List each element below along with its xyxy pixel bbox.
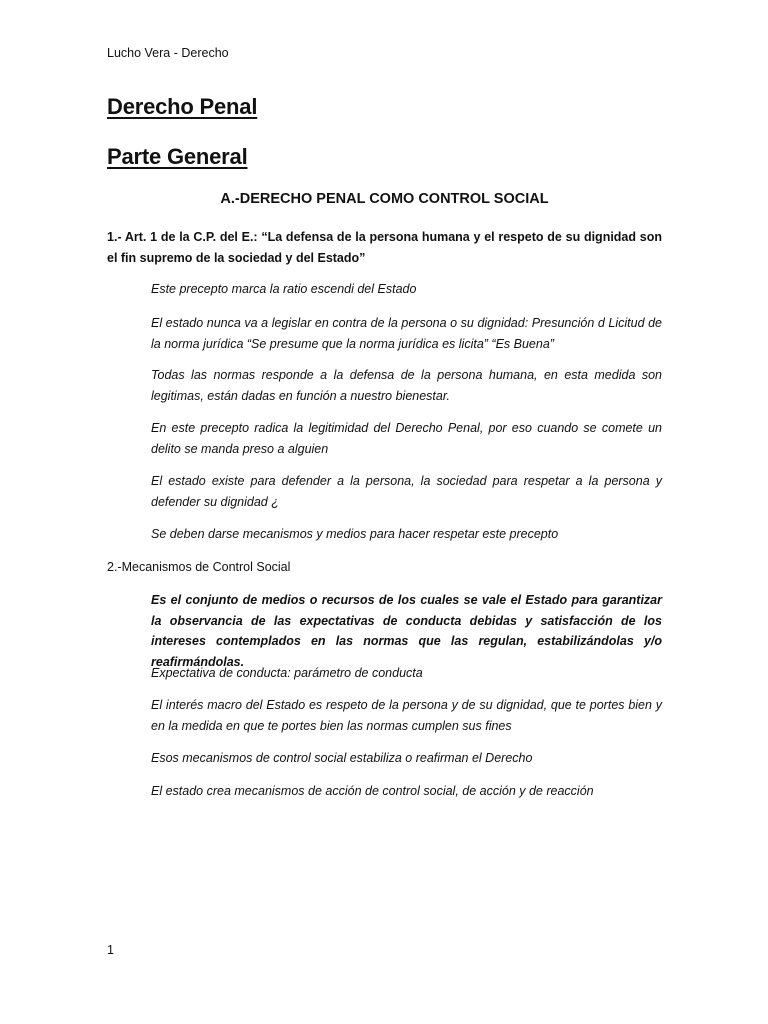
page-number: 1 [107, 943, 114, 957]
note-paragraph: El estado existe para defender a la persona, la sociedad para respetar a la persona y defender su dignidad ¿ [151, 474, 662, 509]
note-paragraph: Todas las normas responde a la defensa de la persona humana, en esta medida son legitimas, están dadas en función a nuestro bienestar. [151, 368, 662, 403]
article-quote-paragraph: 1.- Art. 1 de la C.P. del E.: “La defensa de la persona humana y el respeto de su dignidad son el fin supremo de la sociedad y del Estado” [107, 230, 662, 265]
note-paragraph: El interés macro del Estado es respeto de la persona y de su dignidad, que te portes bien y en la medida en que te portes bien las normas cumplen sus fines [151, 698, 662, 733]
note-paragraph: El estado nunca va a legislar en contra de la persona o su dignidad: Presunción d Licitud de la norma jurídica “Se presume que la norma jurídica es licita” “Es Buena” [151, 316, 662, 351]
document-subtitle: Parte General [107, 144, 248, 169]
note-paragraph: Este precepto marca la ratio escendi del Estado [151, 282, 417, 296]
note-paragraph: Expectativa de conducta: parámetro de conducta [151, 666, 423, 680]
definition-paragraph: Es el conjunto de medios o recursos de los cuales se vale el Estado para garantizar la observancia de las expectativas de conducta debidas y satisfacción de los intereses contemplados en las normas que las regulan, estabilizándolas y/o reafirmándolas. [151, 593, 662, 669]
note-paragraph: El estado crea mecanismos de acción de control social, de acción y de reacción [151, 784, 594, 798]
document-title: Derecho Penal [107, 94, 258, 119]
page-header: Lucho Vera - Derecho [107, 46, 229, 60]
note-paragraph: Se deben darse mecanismos y medios para hacer respetar este precepto [151, 527, 559, 541]
section-2-heading: 2.-Mecanismos de Control Social [107, 560, 291, 574]
section-a-heading: A.-DERECHO PENAL COMO CONTROL SOCIAL [220, 191, 549, 207]
note-paragraph: En este precepto radica la legitimidad del Derecho Penal, por eso cuando se comete un delito se manda preso a alguien [151, 421, 662, 456]
note-paragraph: Esos mecanismos de control social estabiliza o reafirman el Derecho [151, 751, 533, 765]
